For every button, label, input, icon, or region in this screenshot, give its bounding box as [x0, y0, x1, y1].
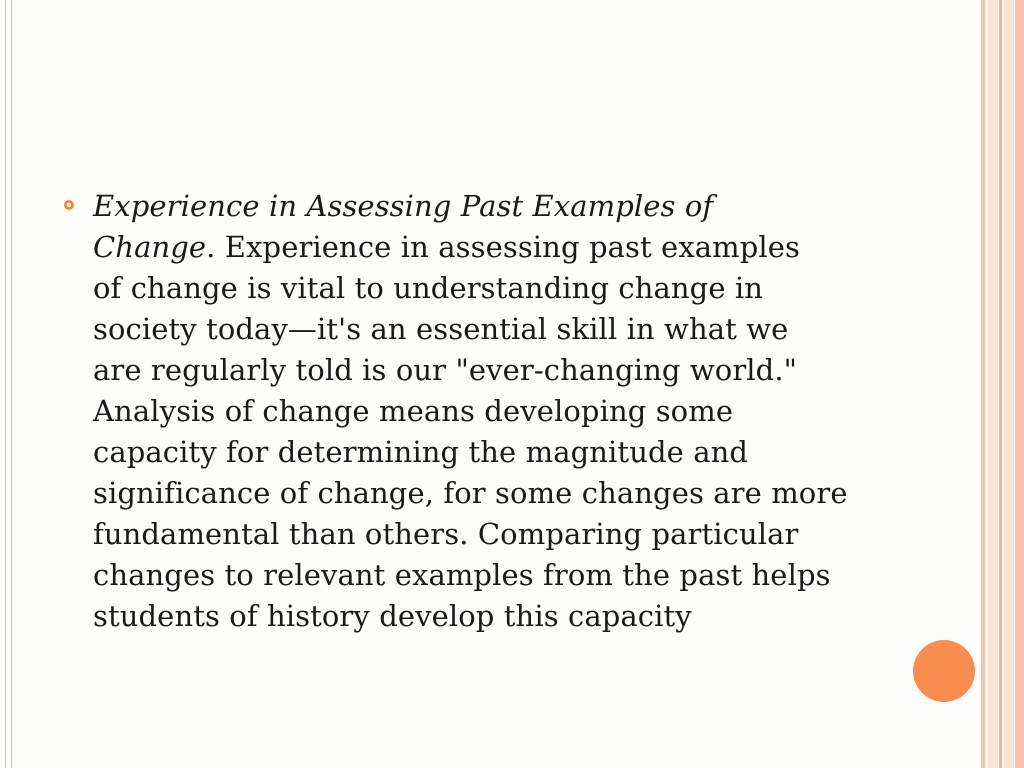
body-text-segment: are regularly told is our "ever-changing world." — [93, 353, 798, 387]
body-text-segment: Analysis of change means developing some — [93, 394, 734, 428]
orange-circle-icon — [913, 640, 975, 702]
paragraph-line — [93, 186, 893, 227]
body-text-segment: capacity for determining the magnitude and — [93, 435, 749, 469]
italic-heading-text: Change — [93, 230, 207, 264]
bullet-paragraph — [93, 186, 893, 637]
paragraph-line — [93, 514, 893, 555]
right-border-stripe-1 — [981, 0, 985, 768]
paragraph-line — [93, 309, 893, 350]
body-text-segment: significance of change, for some changes are more — [93, 476, 848, 510]
right-border-stripe-4 — [1004, 0, 1014, 768]
paragraph-line — [93, 391, 893, 432]
body-text-segment: . Experience in assessing past examples — [206, 230, 801, 264]
italic-heading-text: Experience in Assessing Past Examples of — [93, 189, 714, 223]
paragraph-line — [93, 596, 893, 637]
body-text-segment: fundamental than others. Comparing particular — [93, 517, 799, 551]
paragraph-line — [93, 555, 893, 596]
body-text-segment: students of history develop this capacity — [93, 599, 692, 633]
paragraph-line — [93, 227, 893, 268]
right-border-stripe-2 — [988, 0, 998, 768]
left-border-line-inner — [11, 0, 12, 768]
paragraph-line — [93, 268, 893, 309]
paragraph-line — [93, 432, 893, 473]
right-border-stripe-3 — [999, 0, 1002, 768]
hollow-circle-bullet-icon — [64, 200, 74, 210]
left-border-line-outer — [5, 0, 6, 768]
body-text-segment: of change is vital to understanding change in — [93, 271, 764, 305]
body-text-segment: society today—it's an essential skill in what we — [93, 312, 789, 346]
paragraph-line — [93, 350, 893, 391]
right-border-stripe-5 — [1015, 0, 1024, 768]
body-text-segment: changes to relevant examples from the past helps — [93, 558, 831, 592]
paragraph-line — [93, 473, 893, 514]
